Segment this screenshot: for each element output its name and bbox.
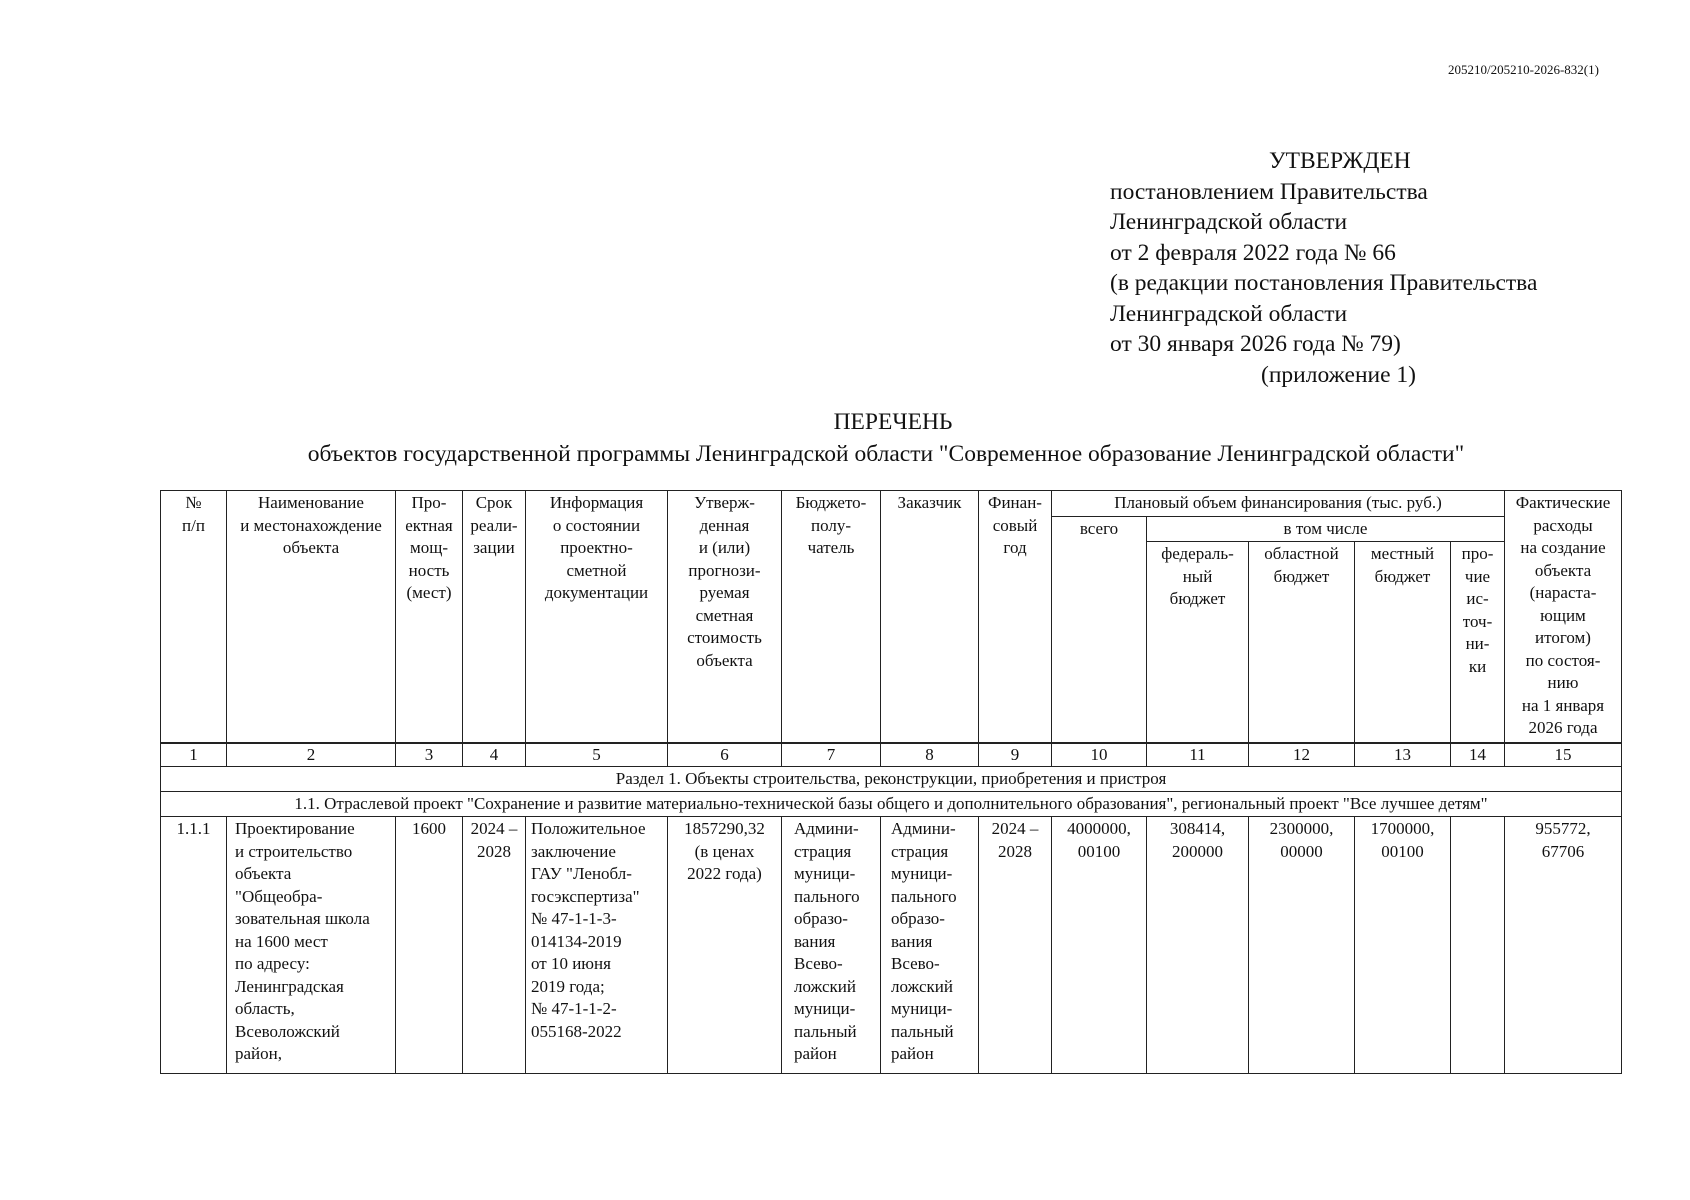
column-number: 10: [1052, 743, 1147, 767]
cell-total: 4000000, 00100: [1052, 817, 1147, 1074]
document-heading: [0, 406, 1690, 470]
cell-info: Положительное заключение ГАУ "Ленобл- госэкспертиза" № 47-1-1-3- 014134-2019 от 10 июня 2019 года; № 47-1-1-2- 055168-2022: [526, 817, 668, 1074]
column-number: 12: [1249, 743, 1355, 767]
column-number: 13: [1355, 743, 1451, 767]
header-cost: Утверж- денная и (или) прогнози- руемая сметная стоимость объекта: [668, 491, 782, 744]
column-number: 6: [668, 743, 782, 767]
objects-table: [160, 490, 1622, 1074]
approval-stamp: [1110, 146, 1537, 390]
column-number: 1: [161, 743, 227, 767]
header-row: [161, 491, 1622, 517]
section-title: Раздел 1. Объекты строительства, реконструкции, приобретения и пристроя: [161, 767, 1622, 792]
cell-federal: 308414, 200000: [1147, 817, 1249, 1074]
column-number: 9: [979, 743, 1052, 767]
approval-appendix: (приложение 1): [1261, 361, 1417, 388]
approval-line: (в редакции постановления Правительства: [1110, 270, 1538, 296]
cell-fin-year: 2024 – 2028: [979, 817, 1052, 1074]
cell-recipient: Админи- страция муници- пального образо- вания Всево- ложский муници- пальный район: [782, 817, 881, 1074]
subsection-row: [161, 792, 1622, 817]
header-federal: федераль- ный бюджет: [1147, 542, 1249, 744]
header-num: № п/п: [161, 491, 227, 744]
cell-cost: 1857290,32 (в ценах 2022 года): [668, 817, 782, 1074]
subsection-title: 1.1. Отраслевой проект "Сохранение и развитие материально-технической базы общего и дополнительного образования", региональный проект "Все лучшее детям": [161, 792, 1622, 817]
header-info: Информация о состоянии проектно- сметной документации: [526, 491, 668, 744]
column-number: 3: [396, 743, 463, 767]
approval-line: Ленинградской области: [1110, 209, 1348, 235]
document-title: ПЕРЕЧЕНЬ: [833, 409, 953, 435]
cell-regional: 2300000, 00000: [1249, 817, 1355, 1074]
cell-period: 2024 – 2028: [463, 817, 526, 1074]
header-total: всего: [1052, 516, 1147, 743]
approval-title: УТВЕРЖДЕН: [1269, 148, 1411, 174]
column-number: 14: [1451, 743, 1505, 767]
approval-line: от 2 февраля 2022 года № 66: [1110, 239, 1396, 266]
column-number: 15: [1505, 743, 1622, 767]
column-number: 4: [463, 743, 526, 767]
header-actual: Фактические расходы на создание объекта (нараста- ющим итогом) по состоя- нию на 1 января 2026 года: [1505, 491, 1622, 744]
column-numbers-row: [161, 743, 1622, 767]
column-number: 5: [526, 743, 668, 767]
header-other: про- чие ис- точ- ни- ки: [1451, 542, 1505, 744]
header-recipient: Бюджето- полу- чатель: [782, 491, 881, 744]
column-number: 2: [227, 743, 396, 767]
header-period: Срок реали- зации: [463, 491, 526, 744]
header-including: в том числе: [1147, 516, 1505, 542]
header-regional: областной бюджет: [1249, 542, 1355, 744]
approval-line: от 30 января 2026 года № 79): [1110, 331, 1401, 357]
approval-line: постановлением Правительства: [1110, 178, 1428, 205]
header-capacity: Про- ектная мощ- ность (мест): [396, 491, 463, 744]
header-local: местный бюджет: [1355, 542, 1451, 744]
column-number: 8: [881, 743, 979, 767]
cell-other: [1451, 817, 1505, 1074]
cell-customer: Админи- страция муници- пального образо- вания Всево- ложский муници- пальный район: [881, 817, 979, 1074]
cell-name: Проектирование и строительство объекта "Общеобра- зовательная школа на 1600 мест по адресу: Ленинградская область, Всеволожский район,: [227, 817, 396, 1074]
document-subtitle: объектов государственной программы Ленинградской области "Современное образование Ленинградской области": [307, 441, 1465, 467]
cell-actual: 955772, 67706: [1505, 817, 1622, 1074]
document-id: 205210/205210-2026-832(1): [1448, 62, 1599, 77]
header-fin-year: Финан- совый год: [979, 491, 1052, 744]
approval-line: Ленинградской области: [1110, 300, 1348, 327]
header-planned: Плановый объем финансирования (тыс. руб.): [1052, 491, 1505, 517]
cell-num: 1.1.1: [161, 817, 227, 1074]
section-row: [161, 767, 1622, 792]
cell-local: 1700000, 00100: [1355, 817, 1451, 1074]
cell-capacity: 1600: [396, 817, 463, 1074]
header-name: Наименование и местонахождение объекта: [227, 491, 396, 744]
column-number: 11: [1147, 743, 1249, 767]
column-number: 7: [782, 743, 881, 767]
header-customer: Заказчик: [881, 491, 979, 744]
table-row: [161, 817, 1622, 1074]
